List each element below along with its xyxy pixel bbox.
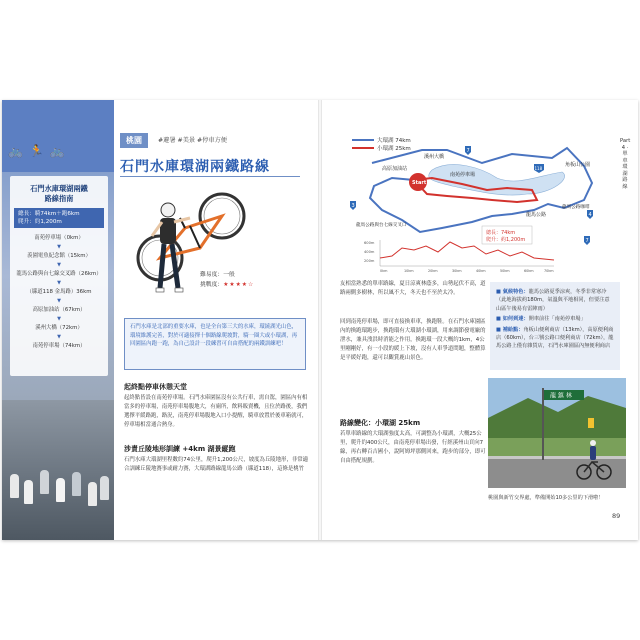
waypoint: 溪州大橋（72km） (35, 325, 83, 331)
down-arrow-icon: ▼ (57, 334, 61, 340)
challenge-label: 挑戰度： (200, 282, 224, 288)
profile-tick-y: 600m (364, 241, 375, 245)
profile-tick-x: 60km (524, 269, 534, 273)
cyclist-figure (40, 470, 49, 494)
down-arrow-icon: ▼ (57, 298, 61, 304)
map-summary-climb: 爬升：約1,200m (486, 237, 526, 243)
profile-tick-x: 10km (404, 269, 414, 273)
down-arrow-icon: ▼ (57, 262, 61, 268)
right-page (320, 100, 638, 540)
route-waypoint-list (10, 232, 108, 352)
road-sign-text: 龍 鎮 林 (550, 392, 572, 400)
section-heading: 路線變化：小環湖 25km (340, 419, 421, 427)
profile-tick-x: 20km (428, 269, 438, 273)
section-heading: 起終點停車休憩天堂 (124, 383, 187, 391)
map-label-longma-coffee: 龍馬公路咖啡 (562, 205, 590, 210)
page-title: 石門水庫環湖兩鐵路線 (120, 159, 270, 175)
profile-tick-x: 70km (544, 269, 554, 273)
info-item-supply: ■ 補給點：角板山便利商店（13km），高原便利商店（60km），台三號公路口便利商店（72km），龍馬公路上僅有雜貨店，石門水庫園區內無便利商店 (496, 326, 614, 350)
profile-tick-x: 0km (380, 269, 388, 273)
svg-text:7: 7 (585, 238, 589, 244)
cyclists-photo (2, 400, 114, 540)
section-paragraph: 起終點皆設在南苑停車場。石門水庫園區沒有公共行車，需自駕，園區內有相當多的停車場，南苑停車場腹地大，有廁所，飲料販賣機，且位於路後，我們選擇平緩路跑，路況，南苑停車場腹地入口小提醒，騎車放置於後車箱就可，停車場相當通合熱身。 (124, 395, 308, 428)
page-number: 89 (612, 512, 621, 520)
start-label: Start (412, 180, 427, 186)
svg-text:4: 4 (588, 212, 592, 218)
svg-text:3: 3 (351, 203, 355, 209)
hashtags: #避暑 #美景 #停車方便 (158, 137, 227, 144)
waypoint: 南苑停車場（74km） (32, 343, 86, 349)
road-sign-photo (488, 378, 626, 488)
left-page (2, 100, 320, 540)
title-underline (120, 176, 300, 177)
waypoint: 羨園電魚紀念館（15km） (27, 253, 91, 259)
sidebar-blue-band (2, 100, 114, 172)
map-label-xizhou: 溪州大橋 (424, 154, 445, 160)
map-label-longma-junction: 龍馬公路與台七線交叉口 (356, 223, 407, 228)
legend-big-loop: 大環湖 74km (377, 138, 411, 144)
route-stats-climb: 爬升：約1,200m (18, 219, 62, 225)
map-label-gaoyuan: 高原加油站 (382, 166, 408, 172)
cyclist-figure (24, 480, 33, 504)
map-label-longma-road: 龍馬公路 (526, 212, 547, 218)
star-rating-icon: ★★★★☆ (223, 282, 255, 288)
map-label-nanyuan: 南苑停車場 (450, 172, 476, 178)
waypoint: 南苑停車場（0km） (34, 235, 84, 241)
waypoint: 龍馬公路與台七線交叉路（26km） (16, 271, 102, 277)
waypoint: （縣道118 金馬路）36km (26, 289, 92, 295)
info-box (490, 282, 620, 370)
cyclist-lifting-bike-illustration (130, 188, 250, 308)
sidebar-photo-strip (2, 100, 114, 540)
route-stats (14, 208, 104, 228)
route-map (322, 128, 612, 278)
svg-text:7: 7 (466, 148, 470, 154)
route-guide-title-line-2: 路線指南 (44, 194, 74, 203)
profile-tick-x: 50km (500, 269, 510, 273)
right-paragraph: 若單車路線的大環湖強度太高，可調整為小環湖，大概25公里，爬升約400公尺，由南苑停車場出發，行經溪州山頁向7線，再右轉百吉國小，說阿姆坪那側回來，跑步的部分，即可自由搭配規劃。 (340, 431, 486, 464)
cyclist-figure (56, 478, 65, 502)
challenge-rating (200, 280, 280, 290)
section-heading: 涉責丘陵地形訓練 +4km 湖景縱跑 (124, 445, 236, 453)
route-guide-card (10, 176, 108, 376)
info-item-climate: ■ 氣候特色：龍馬公路夏季涼爽，冬季非常寒冷（此地海拔約180m，氣溫與平地相同，但要注意山區午後易有雷陣雨） (496, 289, 610, 312)
route-stats-distance: 總長：騎74km＋跑6km (18, 211, 80, 217)
bike-icons: 🚲🏃🚲 (8, 144, 71, 158)
map-summary-distance: 總長：74km (486, 230, 516, 236)
book-spread (2, 100, 638, 540)
right-paragraph: 友相當熟悉的單車路線，夏日涼爽林蔭多，山勢起伏不高，道路兩側多樹林，所以風不大，冬天也不至於太冷。 (340, 281, 486, 296)
profile-tick-y: 200m (364, 259, 375, 263)
down-arrow-icon: ▼ (57, 280, 61, 286)
profile-tick-x: 40km (476, 269, 486, 273)
info-item-directions: ■ 如何到達：開車前往「南苑停車場」 (496, 316, 586, 323)
map-label-jiaobanshan: 角板山公園 (565, 162, 591, 168)
cyclist-figure (88, 482, 97, 506)
route-guide-title-line-1: 石門水庫環湖兩鐵 (30, 184, 88, 193)
region-tag: 桃園 (120, 133, 148, 148)
cyclist-figure (72, 472, 81, 496)
profile-tick-x: 30km (452, 269, 462, 273)
running-head: Part 4 · 單車環湖路線 (620, 138, 631, 190)
waypoint: 高原加油站（67km） (32, 307, 86, 313)
intro-box: 石門水庫是北部的重要水庫，也是全台第三大的水庫，環繞湖光山色，環境維護完善，對於可適接擇十個路線爬坡對，騎一圈大或小環湖，再回園區內跑一跑，為自己設計一段練習可自由搭配的兩鐵訓練吧！ (124, 318, 306, 370)
difficulty-label: 難易度：一般 (200, 272, 235, 278)
photo-caption: 桃園與新竹交界處，準備開始10多公里的下滑啦！ (488, 495, 604, 501)
down-arrow-icon: ▼ (57, 244, 61, 250)
svg-text:118: 118 (534, 166, 543, 171)
legend-small-loop: 小環湖 25km (377, 146, 411, 152)
down-arrow-icon: ▼ (57, 316, 61, 322)
difficulty-box (200, 270, 280, 290)
cyclist-figure (100, 476, 109, 500)
section-paragraph: 石門水庫大環湖里程數約74公里，爬升1,200公尺，坡度為丘陵地形，非常適合訓練丘陵地賽事或耐力賽，大環湖路線龍馬公路（縣道118），這條是桃竹 (124, 457, 309, 472)
cyclist-figure (10, 474, 19, 498)
profile-tick-y: 400m (364, 250, 375, 254)
right-paragraph: 回到南苑停車場，即可直接換車車，換跑鞋。在石門水庫園區內的換跑環跑步，換跑環有大環湖小環湖，用來調節發電廠的泄水，兼具洩洪時消能之作用，換跑環一段大概約1km，4公里剛剛好，有一小段的緩上下坡，沒有人車爭道問題，整體算是平緩好跑，還可以觀賞鹿山景色。 (340, 319, 486, 361)
route-guide-title (10, 184, 108, 204)
